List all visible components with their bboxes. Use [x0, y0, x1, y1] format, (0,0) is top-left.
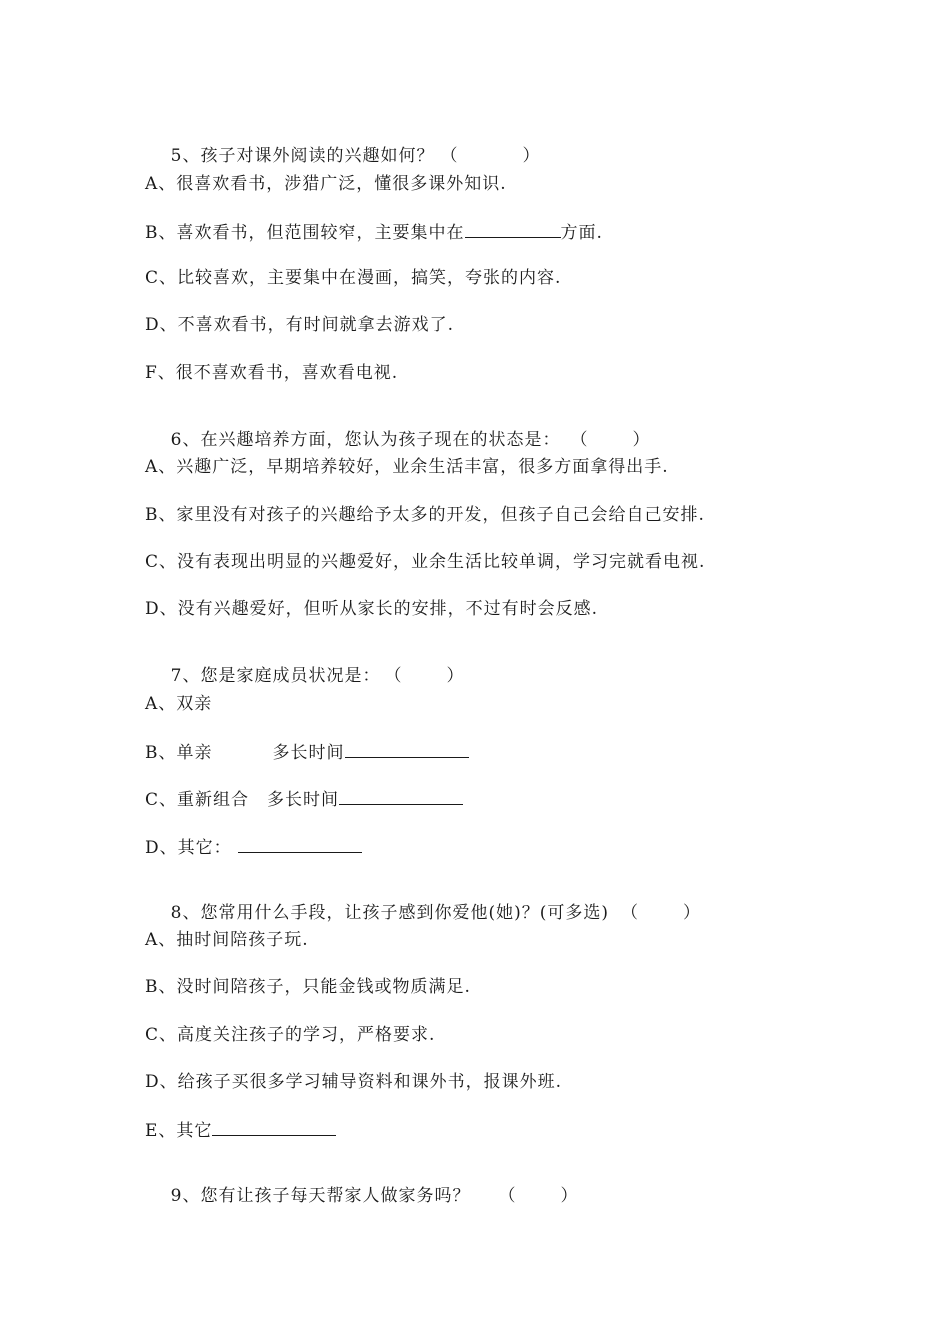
- question-7-text: 7、您是家庭成员状况是：: [170, 666, 381, 686]
- option-5c: C、比较喜欢，主要集中在漫画，搞笑，夸张的内容.: [145, 268, 562, 288]
- question-6-text: 6、在兴趣培养方面，您认为孩子现在的状态是：: [170, 430, 561, 450]
- option-8a: A、抽时间陪孩子玩.: [145, 930, 309, 950]
- question-8: 8、您常用什么手段，让孩子感到你爱他(她)？(可多选) （ ）: [170, 903, 701, 923]
- question-8-text: 8、您常用什么手段，让孩子感到你爱他(她)？(可多选): [170, 903, 609, 923]
- option-8e: E、其它: [145, 1119, 336, 1139]
- option-8c: C、高度关注孩子的学习，严格要求.: [145, 1025, 436, 1045]
- answer-bracket-close: ）: [522, 146, 541, 166]
- fill-in-blank[interactable]: [465, 221, 561, 238]
- option-7c: C、重新组合 多长时间: [145, 788, 463, 808]
- option-5b: B、喜欢看书，但范围较窄，主要集中在 方面.: [145, 223, 603, 243]
- question-9: 9、您有让孩子每天帮家人做家务吗？ （ ）: [170, 1186, 579, 1206]
- fill-in-blank[interactable]: [212, 1119, 336, 1136]
- fill-in-blank[interactable]: [339, 788, 463, 805]
- question-7: 7、您是家庭成员状况是： （ ）: [170, 666, 465, 686]
- option-6b: B、家里没有对孩子的兴趣给予太多的开发，但孩子自己会给自己安排.: [145, 505, 705, 525]
- option-5a: A、很喜欢看书，涉猎广泛，懂很多课外知识.: [145, 174, 507, 194]
- option-8b: B、没时间陪孩子，只能金钱或物质满足.: [145, 977, 471, 997]
- option-8d: D、给孩子买很多学习辅导资料和课外书，报课外班.: [145, 1072, 563, 1092]
- answer-bracket-open: （: [440, 146, 459, 166]
- question-5-text: 5、孩子对课外阅读的兴趣如何？: [170, 146, 435, 166]
- option-6a: A、兴趣广泛，早期培养较好，业余生活丰富，很多方面拿得出手.: [145, 457, 669, 477]
- option-6c: C、没有表现出明显的兴趣爱好，业余生活比较单调，学习完就看电视.: [145, 552, 706, 572]
- question-6: 6、在兴趣培养方面，您认为孩子现在的状态是： （ ）: [170, 430, 651, 450]
- question-5: [145, 126, 541, 166]
- fill-in-blank[interactable]: [345, 741, 469, 758]
- option-7a: A、双亲: [145, 694, 213, 714]
- option-7b: B、单亲 多长时间: [145, 741, 469, 761]
- option-7d: D、其它：: [145, 836, 362, 856]
- option-5f: F、很不喜欢看书，喜欢看电视.: [145, 363, 399, 383]
- fill-in-blank[interactable]: [238, 836, 362, 853]
- question-9-text: 9、您有让孩子每天帮家人做家务吗？: [170, 1186, 471, 1206]
- option-6d: D、没有兴趣爱好，但听从家长的安排，不过有时会反感.: [145, 599, 599, 619]
- option-5d: D、不喜欢看书，有时间就拿去游戏了.: [145, 315, 455, 335]
